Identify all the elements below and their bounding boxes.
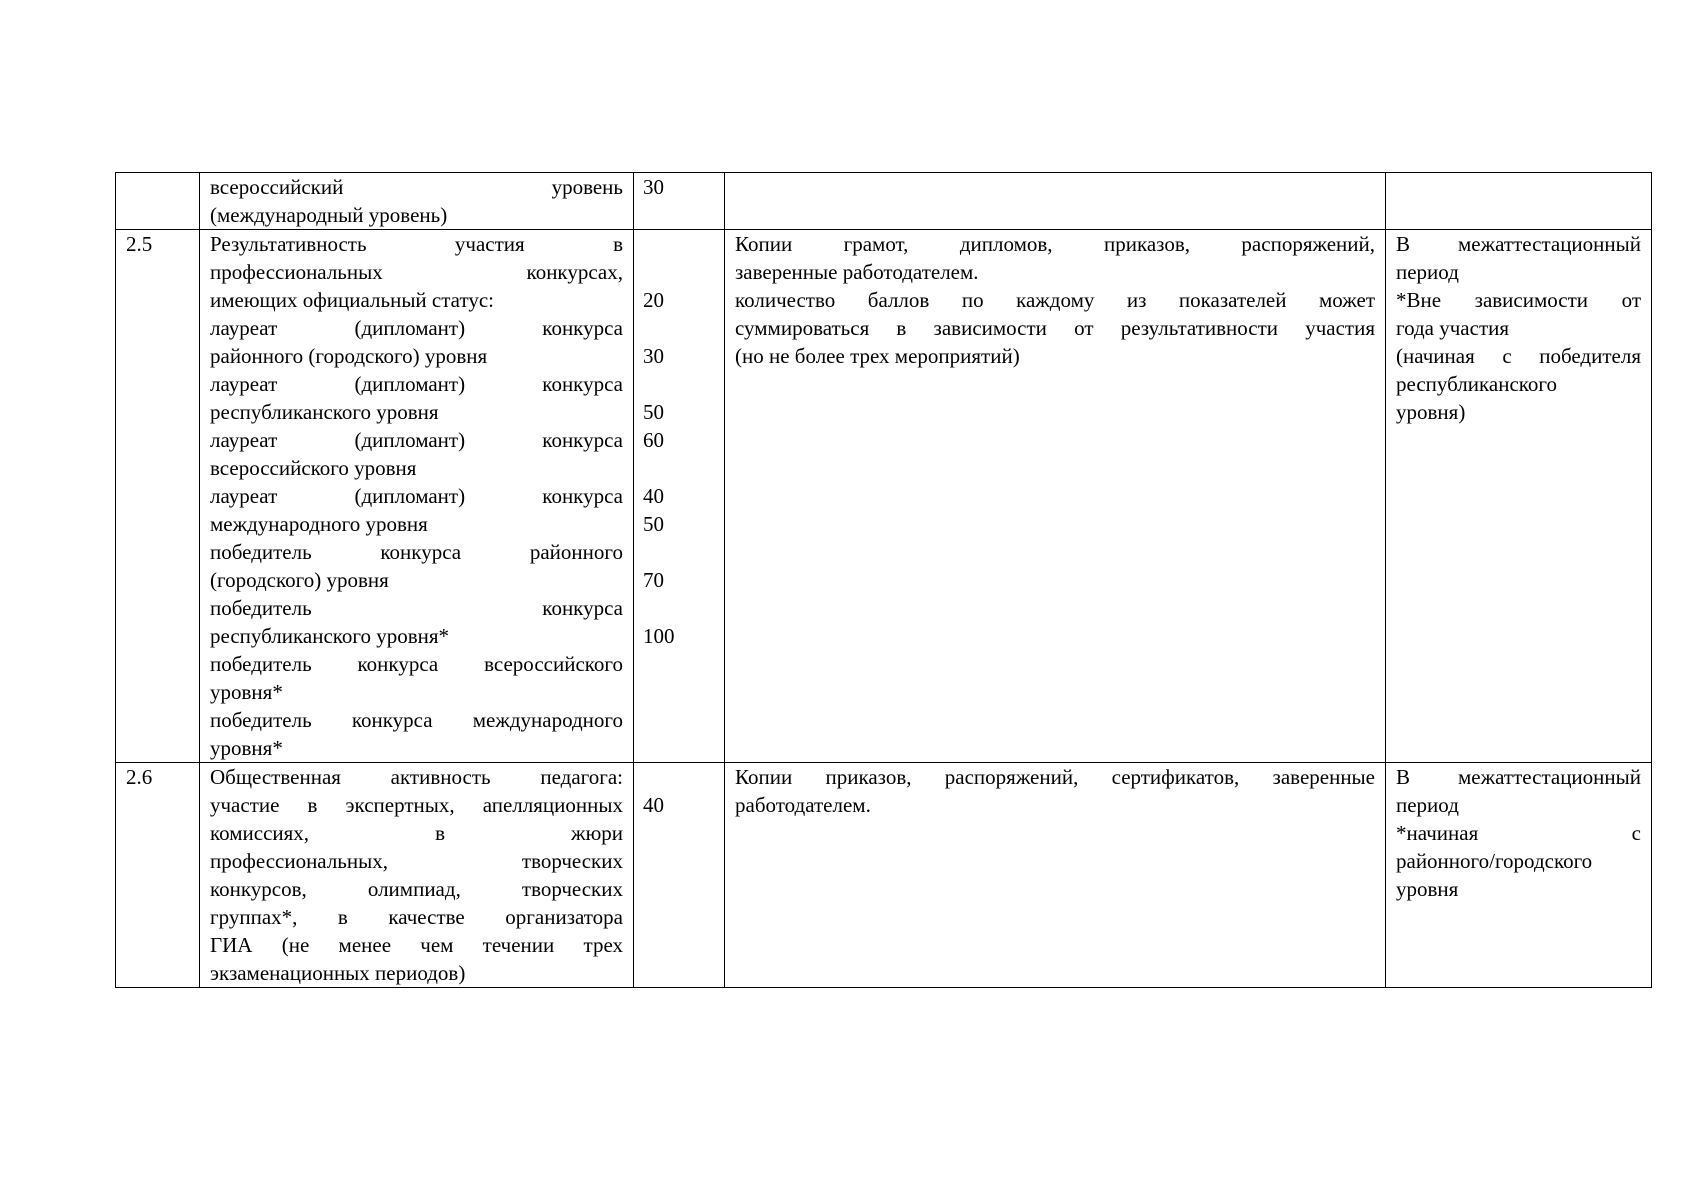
- period-line: уровня): [1396, 400, 1466, 424]
- points-value: [643, 763, 714, 791]
- criteria-table: [115, 172, 1652, 988]
- period-cell: [1386, 763, 1652, 988]
- row-number: 2.6: [126, 765, 153, 789]
- documents-cell: [725, 763, 1386, 988]
- criterion-line: всероссийский уровень: [210, 175, 623, 199]
- documents-line: суммироваться в зависимости от результативности участия: [735, 316, 1375, 340]
- points-value: 40: [643, 484, 664, 508]
- points-value: [643, 454, 714, 482]
- points-value: 70: [643, 568, 664, 592]
- row-number: 2.5: [126, 232, 153, 256]
- criterion-line: профессиональных, творческих: [210, 849, 623, 873]
- points-value: [643, 314, 714, 342]
- criterion-line: лауреат (дипломант) конкурса: [210, 484, 623, 508]
- points-value: 50: [643, 400, 664, 424]
- criterion-cell: [200, 763, 634, 988]
- period-line: республиканского: [1396, 372, 1557, 396]
- points-value: 40: [643, 793, 664, 817]
- criterion-cell: [200, 173, 634, 230]
- criterion-line: (городского) уровня: [210, 568, 389, 592]
- points-value: 100: [643, 624, 675, 648]
- row-number-cell: [116, 230, 200, 763]
- points-value: [643, 594, 714, 622]
- criterion-line: ГИА (не менее чем течении трех: [210, 933, 623, 957]
- documents-line: (но не более трех мероприятий): [735, 344, 1020, 368]
- criterion-line: Результативность участия в: [210, 232, 623, 256]
- criterion-line: Общественная активность педагога:: [210, 765, 623, 789]
- period-line: период: [1396, 793, 1459, 817]
- row-number-cell: [116, 763, 200, 988]
- row-number-cell: [116, 173, 200, 230]
- criterion-line: международного уровня: [210, 512, 428, 536]
- period-line: года участия: [1396, 316, 1510, 340]
- criterion-line: победитель конкурса международного: [210, 708, 623, 732]
- points-value: 20: [643, 288, 664, 312]
- criterion-line: экзаменационных периодов): [210, 961, 466, 985]
- documents-line: заверенные работодателем.: [735, 260, 979, 284]
- points-value: 30: [643, 175, 664, 199]
- documents-line: Копии приказов, распоряжений, сертификатов, заверенные: [735, 765, 1375, 789]
- criterion-line: районного (городского) уровня: [210, 344, 488, 368]
- period-line: В межаттестационный: [1396, 232, 1641, 256]
- criterion-line: победитель конкурса всероссийского: [210, 652, 623, 676]
- criterion-cell: [200, 230, 634, 763]
- period-line: *начиная с: [1396, 821, 1641, 845]
- criterion-line: победитель конкурса: [210, 596, 623, 620]
- table-row: [116, 230, 1652, 763]
- documents-line: Копии грамот, дипломов, приказов, распоряжений,: [735, 232, 1375, 256]
- period-line: *Вне зависимости от: [1396, 288, 1641, 312]
- points-value: 60: [643, 428, 664, 452]
- period-cell: [1386, 173, 1652, 230]
- points-value: [643, 258, 714, 286]
- criterion-line: профессиональных конкурсах,: [210, 260, 623, 284]
- points-value: 50: [643, 512, 664, 536]
- documents-line: количество баллов по каждому из показателей может: [735, 288, 1375, 312]
- criterion-line: лауреат (дипломант) конкурса: [210, 316, 623, 340]
- points-cell: [634, 763, 725, 988]
- table-row: [116, 173, 1652, 230]
- table-body: [116, 173, 1652, 988]
- period-line: уровня: [1396, 877, 1459, 901]
- row-number: [126, 173, 189, 201]
- criterion-line: конкурсов, олимпиад, творческих: [210, 877, 623, 901]
- period-line: В межаттестационный: [1396, 765, 1641, 789]
- criterion-line: всероссийского уровня: [210, 456, 417, 480]
- points-cell: [634, 230, 725, 763]
- table-row: [116, 763, 1652, 988]
- documents-line: работодателем.: [735, 793, 871, 817]
- criterion-line: уровня*: [210, 736, 283, 760]
- criterion-line: лауреат (дипломант) конкурса: [210, 428, 623, 452]
- period-line: районного/городского: [1396, 849, 1593, 873]
- criterion-line: республиканского уровня: [210, 400, 439, 424]
- criterion-line: комиссиях, в жюри: [210, 821, 623, 845]
- criterion-line: группах*, в качестве организатора: [210, 905, 623, 929]
- points-value: [643, 370, 714, 398]
- period-cell: [1386, 230, 1652, 763]
- points-value: [643, 230, 714, 258]
- criterion-line: уровня*: [210, 680, 283, 704]
- criterion-line: имеющих официальный статус:: [210, 288, 495, 312]
- period-line: (начиная с победителя: [1396, 344, 1641, 368]
- criterion-line: победитель конкурса районного: [210, 540, 623, 564]
- criterion-line: (международный уровень): [210, 203, 448, 227]
- criterion-line: участие в экспертных, апелляционных: [210, 793, 623, 817]
- points-cell: [634, 173, 725, 230]
- points-value: 30: [643, 344, 664, 368]
- points-value: [643, 538, 714, 566]
- documents-cell: [725, 173, 1386, 230]
- documents-cell: [725, 230, 1386, 763]
- criterion-line: республиканского уровня*: [210, 624, 450, 648]
- criterion-line: лауреат (дипломант) конкурса: [210, 372, 623, 396]
- period-line: период: [1396, 260, 1459, 284]
